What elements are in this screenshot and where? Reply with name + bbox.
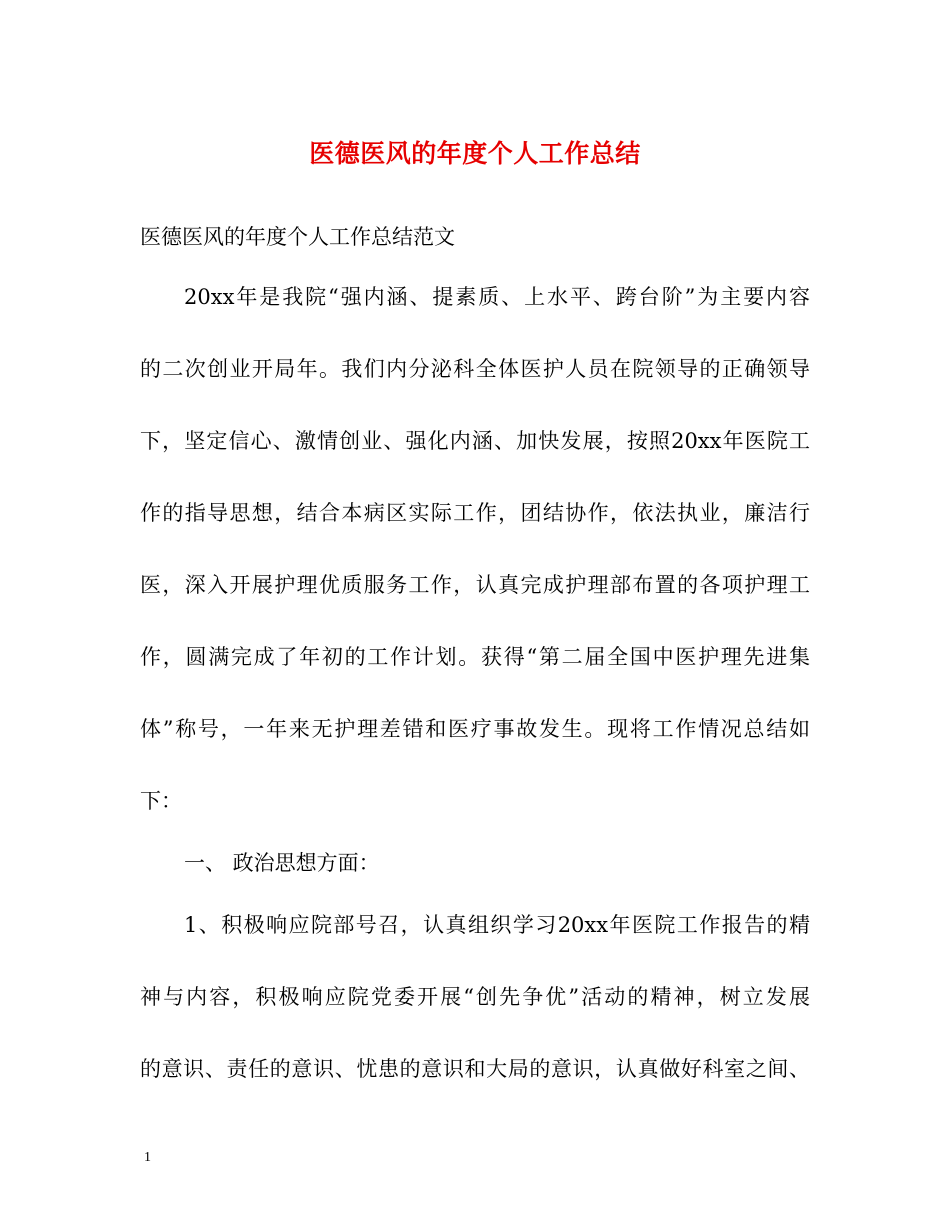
paragraph-line: 作的指导思想，结合本病区实际工作，团结协作，依法执业，廉洁行 (140, 501, 810, 525)
paragraph-line: 体”称号，一年来无护理差错和医疗事故发生。现将工作情况总结如 (140, 717, 810, 741)
document-subtitle: 医德医风的年度个人工作总结范文 (140, 225, 455, 249)
page-number: 1 (144, 1150, 151, 1165)
paragraph-line: 的二次创业开局年。我们内分泌科全体医护人员在院领导的正确领导 (140, 357, 810, 381)
paragraph-line: 20xx年是我院“强内涵、提素质、上水平、跨台阶”为主要内容 (184, 285, 810, 309)
paragraph-line: 的意识、责任的意识、忧患的意识和大局的意识，认真做好科室之间、 (140, 1057, 810, 1081)
paragraph-line: 1、积极响应院部号召，认真组织学习20xx年医院工作报告的精 (184, 913, 810, 937)
paragraph-line: 下： (140, 789, 182, 813)
paragraph-line: 作，圆满完成了年初的工作计划。获得“第二届全国中医护理先进集 (140, 645, 810, 669)
section-heading: 一、 政治思想方面： (184, 851, 380, 875)
paragraph-line: 神与内容，积极响应院党委开展“创先争优”活动的精神，树立发展 (140, 985, 810, 1009)
paragraph-line: 下，坚定信心、激情创业、强化内涵、加快发展，按照20xx年医院工 (140, 429, 810, 453)
paragraph-line: 医，深入开展护理优质服务工作，认真完成护理部布置的各项护理工 (140, 573, 810, 597)
document-title: 医德医风的年度个人工作总结 (309, 139, 641, 168)
